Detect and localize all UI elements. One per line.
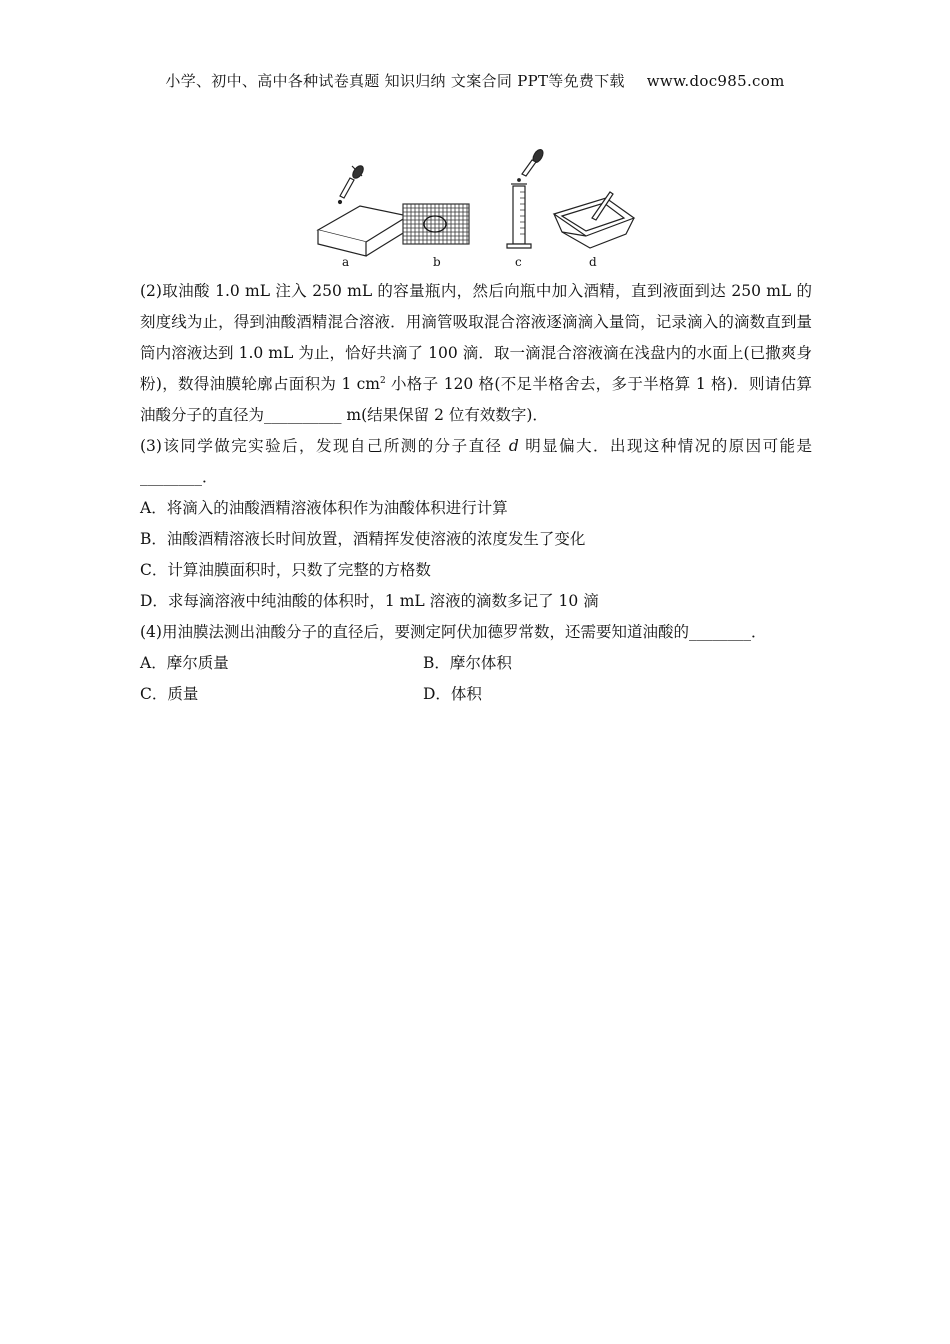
label-a: a [342, 255, 350, 269]
header-site: www.doc985.com [646, 72, 785, 90]
apparatus-b [403, 204, 469, 244]
header-text: 小学、初中、高中各种试卷真题 知识归纳 文案合同 PPT等免费下载 [165, 72, 625, 90]
question-2 [140, 276, 812, 431]
label-d: d [589, 255, 597, 269]
question-4: (4)用油膜法测出油酸分子的直径后，要测定阿伏加德罗常数，还需要知道油酸的________． [140, 623, 767, 641]
q3-part2: 明显偏大．出现这种情况的原因可能是________． [140, 437, 812, 486]
q2-part2: 小格子 120 格(不足半格舍去，多于半格算 1 格)．则请估算油酸分子的直径为__________ m(结果保留 2 位有效数字)． [140, 375, 812, 424]
q4-option-b: B．摩尔体积 [423, 654, 512, 672]
label-c: c [515, 255, 522, 269]
q3-var: d [508, 437, 519, 455]
q3-part1: (3)该同学做完实验后，发现自己所测的分子直径 [140, 437, 509, 455]
q4-option-a: A．摩尔质量 [140, 654, 229, 672]
q3-option-d: D．求每滴溶液中纯油酸的体积时，1 mL 溶液的滴数多记了 10 滴 [140, 592, 599, 610]
page-header [0, 70, 950, 91]
question-content [140, 276, 812, 710]
q4-option-c: C．质量 [140, 685, 199, 703]
q2-sup: 2 [380, 376, 386, 386]
q4-option-d: D．体积 [423, 685, 482, 703]
q3-option-c: C．计算油膜面积时，只数了完整的方格数 [140, 561, 431, 579]
apparatus-figure [300, 148, 660, 273]
question-3 [140, 431, 812, 493]
figure-labels [342, 255, 597, 269]
q4-options-row-2 [140, 679, 812, 710]
apparatus-a [318, 164, 408, 256]
q2-part1: (2)取油酸 1.0 mL 注入 250 mL 的容量瓶内，然后向瓶中加入酒精，直到液面到达 250 mL 的刻度线为止，得到油酸酒精混合溶液．用滴管吸取混合溶液逐滴滴入量筒，记录滴入的滴数直到量筒内溶液达到 1.0 mL 为止，恰好共滴了 100 滴．取一滴混合溶液滴在浅盘内的水面上(已撒爽身粉)，数得油膜轮廓占面积为 1 cm [140, 282, 812, 393]
q3-option-b: B．油酸酒精溶液长时间放置，酒精挥发使溶液的浓度发生了变化 [140, 530, 586, 548]
q3-option-a: A．将滴入的油酸酒精溶液体积作为油酸体积进行计算 [140, 499, 508, 517]
q4-options-row-1 [140, 648, 812, 679]
apparatus-d [554, 192, 634, 248]
apparatus-c [507, 148, 545, 248]
label-b: b [433, 255, 441, 269]
